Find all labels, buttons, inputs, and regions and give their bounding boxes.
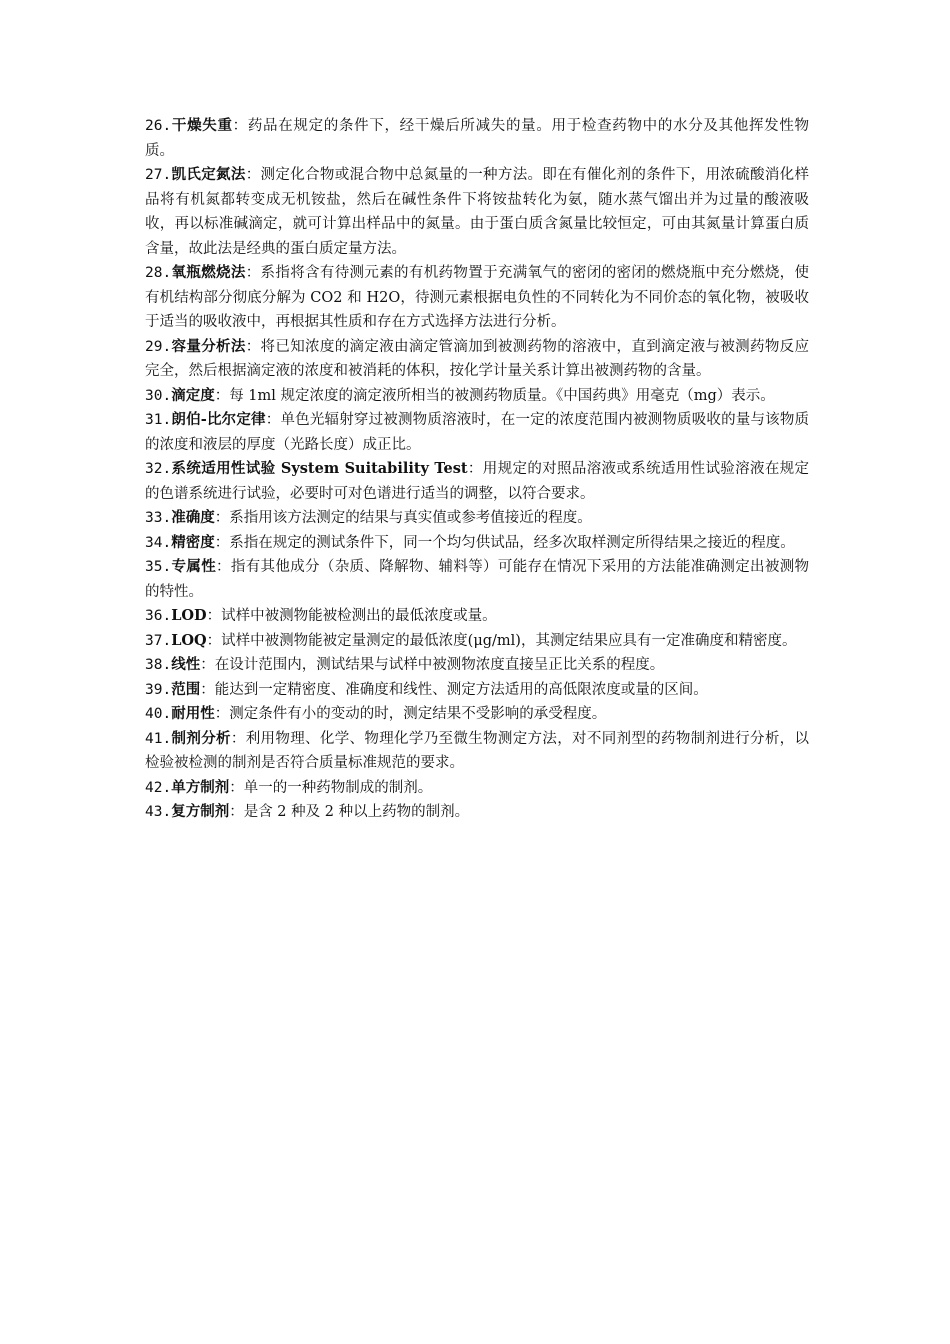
- glossary-entry: [145, 114, 809, 163]
- glossary-body: [145, 114, 809, 825]
- entry-separator: ：: [467, 461, 483, 477]
- entry-term: 容量分析法: [171, 337, 246, 355]
- entry-number: 36.: [145, 608, 172, 624]
- entry-number: 42.: [145, 779, 172, 796]
- glossary-entry: [145, 678, 809, 703]
- entry-definition: 在设计范围内，测试结果与试样中被测物浓度直接呈正比关系的程度。: [214, 657, 665, 673]
- entry-term: 复方制剂: [171, 803, 230, 820]
- glossary-entry: [145, 163, 809, 261]
- entry-definition: 单一的一种药物制成的制剂。: [243, 779, 433, 796]
- entry-number: 35.: [145, 559, 172, 575]
- entry-definition: 药品在规定的条件下，经干燥后所减失的量。用于检查药物中的水分及其他挥发性物质。: [145, 118, 810, 159]
- entry-term: 专属性: [171, 558, 217, 575]
- entry-separator: ：: [200, 657, 215, 673]
- entry-separator: ：: [214, 534, 230, 551]
- entry-separator: ：: [232, 118, 248, 134]
- entry-number: 28.: [145, 265, 172, 281]
- glossary-entry: [145, 531, 809, 556]
- glossary-entry: [145, 457, 809, 506]
- entry-definition: 指有其他成分（杂质、降解物、辅料等）可能存在情况下采用的方法能准确测定出被测物的特性。: [145, 559, 810, 600]
- glossary-entry: [145, 800, 809, 825]
- entry-separator: ：: [229, 779, 244, 796]
- entry-definition: 系指将含有待测元素的有机药物置于充满氧气的密闭的密闭的燃烧瓶中充分燃烧，使有机结构部分彻底分解为 CO2 和 H2O，待测元素根据电负性的不同转化为不同价态的氧化物，被吸收于适当的吸收液中，再根据其性质和存在方式选择方法进行分析。: [145, 265, 810, 330]
- entry-number: 26.: [145, 118, 172, 134]
- entry-definition: 测定化合物或混合物中总氮量的一种方法。即在有催化剂的条件下，用浓硫酸消化样品将有机氮都转变成无机铵盐，然后在碱性条件下将铵盐转化为氨，随水蒸气馏出并为过量的酸液吸收，再以标准碱滴定，就可计算出样品中的氮量。由于蛋白质含氮量比较恒定，可由其氮量计算蛋白质含量，故此法是经典的蛋白质定量方法。: [145, 167, 810, 257]
- entry-term: 氧瓶燃烧法: [171, 264, 246, 281]
- glossary-entry: [145, 506, 809, 531]
- entry-definition: 是含 2 种及 2 种以上药物的制剂。: [243, 804, 470, 820]
- entry-separator: ：: [245, 265, 261, 281]
- entry-number: 34.: [145, 534, 172, 551]
- entry-definition: 将已知浓度的滴定液由滴定管滴加到被测药物的溶液中，直到滴定液与被测药物反应完全，然后根据滴定液的浓度和被消耗的体积，按化学计量关系计算出被测药物的含量。: [145, 338, 810, 379]
- glossary-entry: [145, 335, 809, 384]
- glossary-entry: [145, 702, 809, 727]
- entry-number: 41.: [145, 730, 172, 747]
- entry-term: 耐用性: [171, 705, 215, 722]
- entry-term: 制剂分析: [171, 729, 231, 747]
- glossary-entry: [145, 408, 809, 457]
- entry-definition: 单色光辐射穿过被测物质溶液时，在一定的浓度范围内被测物质吸收的量与该物质的浓度和液层的厚度（光路长度）成正比。: [145, 412, 810, 453]
- entry-separator: ：: [214, 510, 230, 526]
- glossary-entry: [145, 776, 809, 801]
- entry-definition: 每 1ml 规定浓度的滴定液所相当的被测药物质量。《中国药典》用毫克（mg）表示。: [229, 387, 775, 404]
- glossary-entry: [145, 727, 809, 776]
- entry-number: 30.: [145, 387, 172, 404]
- entry-definition: 试样中被测物能被检测出的最低浓度或量。: [221, 608, 497, 624]
- entry-separator: ：: [216, 559, 231, 575]
- entry-separator: ：: [206, 608, 222, 624]
- entry-term: 范围: [171, 680, 201, 698]
- entry-separator: ：: [214, 387, 230, 404]
- entry-number: 43.: [145, 804, 172, 820]
- entry-term: 滴定度: [171, 386, 215, 404]
- entry-number: 29.: [145, 338, 172, 355]
- entry-number: 27.: [145, 167, 172, 183]
- entry-term: 精密度: [171, 533, 215, 551]
- entry-definition: 测定条件有小的变动的时，测定结果不受影响的承受程度。: [229, 706, 607, 722]
- entry-separator: ：: [230, 730, 246, 747]
- entry-term: 凯氏定氮法: [171, 166, 246, 183]
- entry-separator: ：: [245, 338, 261, 355]
- entry-term: 线性: [171, 656, 201, 673]
- glossary-entry: [145, 555, 809, 604]
- entry-separator: ：: [265, 412, 281, 428]
- entry-term: 系统适用性试验 System Suitability Test: [171, 460, 468, 477]
- entry-number: 33.: [145, 510, 172, 526]
- entry-term: 单方制剂: [171, 778, 230, 796]
- entry-number: 31.: [145, 412, 172, 428]
- entry-term: 朗伯-比尔定律: [171, 411, 266, 428]
- glossary-entry: [145, 384, 809, 409]
- entry-separator: ：: [206, 632, 222, 649]
- entry-definition: 系指用该方法测定的结果与真实值或参考值接近的程度。: [229, 510, 592, 526]
- glossary-entry: [145, 653, 809, 678]
- entry-term: 准确度: [171, 509, 215, 526]
- entry-separator: ：: [245, 167, 261, 183]
- entry-definition: 能达到一定精密度、准确度和线性、测定方法适用的高低限浓度或量的区间。: [214, 681, 708, 698]
- entry-number: 32.: [145, 461, 172, 477]
- entry-definition: 利用物理、化学、物理化学乃至微生物测定方法，对不同剂型的药物制剂进行分析，以检验被检测的制剂是否符合质量标准规范的要求。: [145, 730, 810, 771]
- glossary-entry: [145, 261, 809, 335]
- entry-term: LOD: [171, 607, 207, 624]
- entry-definition: 试样中被测物能被定量测定的最低浓度(μg/ml)，其测定结果应具有一定准确度和精密度。: [221, 632, 797, 649]
- entry-separator: ：: [200, 681, 215, 698]
- entry-number: 40.: [145, 706, 172, 722]
- entry-term: LOQ: [171, 631, 207, 649]
- entry-number: 37.: [145, 632, 172, 649]
- glossary-entry: [145, 629, 809, 654]
- entry-separator: ：: [214, 706, 230, 722]
- entry-number: 39.: [145, 681, 172, 698]
- entry-term: 干燥失重: [171, 117, 233, 134]
- entry-separator: ：: [229, 804, 244, 820]
- entry-definition: 系指在规定的测试条件下，同一个均匀供试品，经多次取样测定所得结果之接近的程度。: [229, 534, 795, 551]
- glossary-entry: [145, 604, 809, 629]
- entry-number: 38.: [145, 657, 172, 673]
- entry-definition: 用规定的对照品溶液或系统适用性试验溶液在规定的色谱系统进行试验，必要时可对色谱进行适当的调整，以符合要求。: [145, 461, 810, 502]
